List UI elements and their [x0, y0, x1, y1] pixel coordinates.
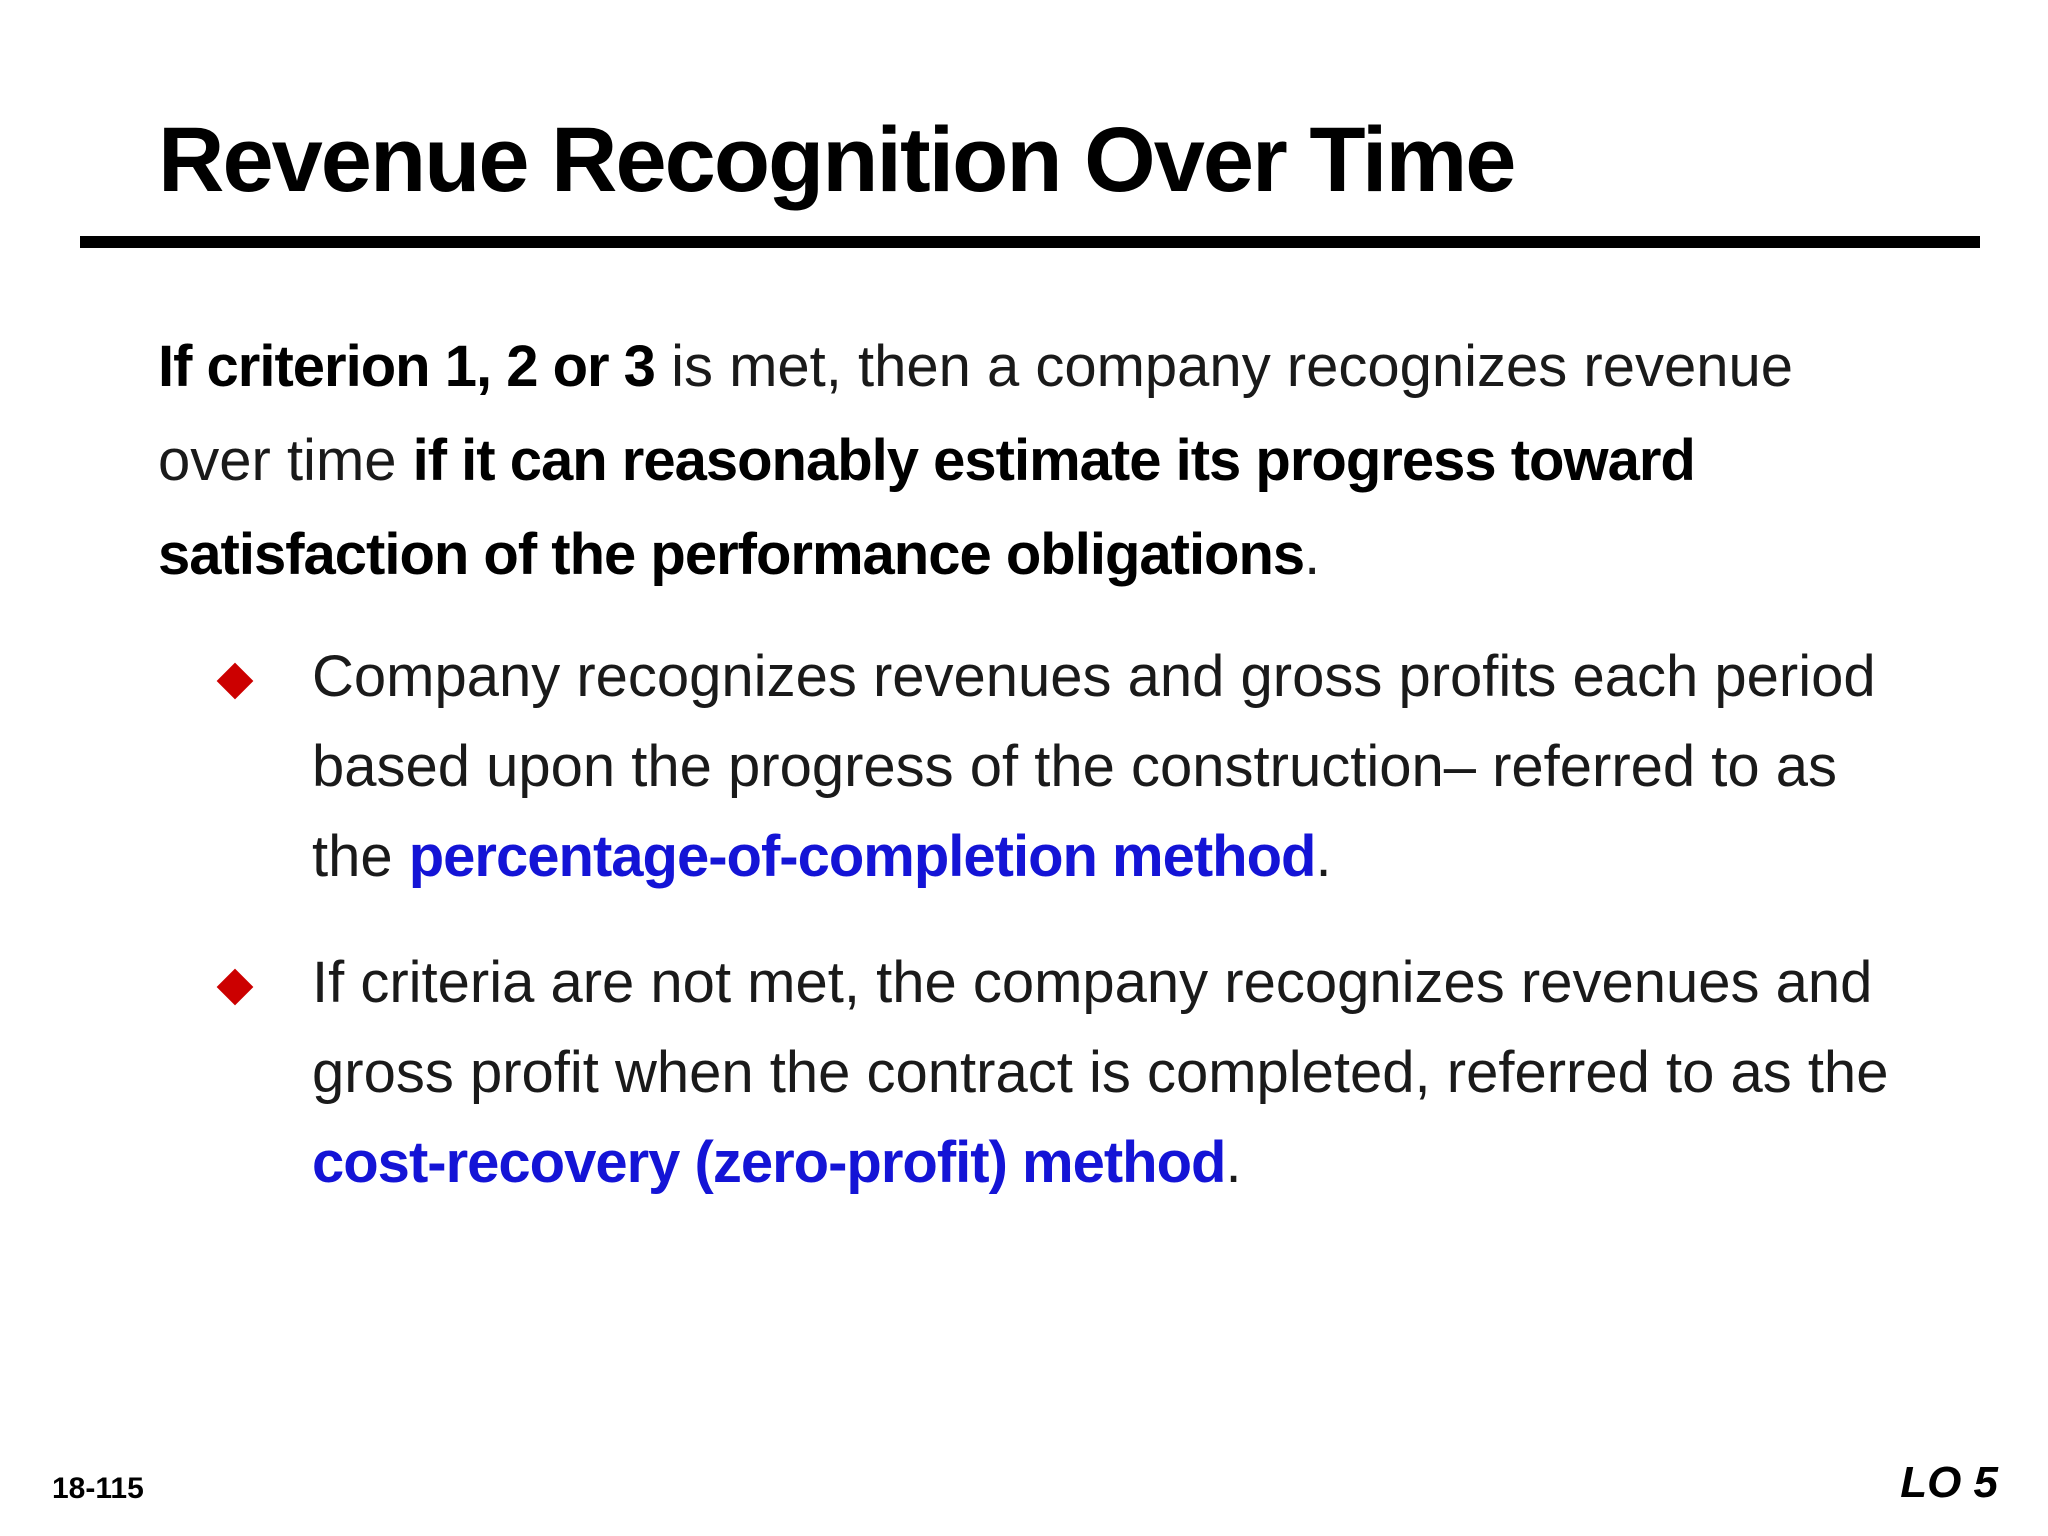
bullet-body: If criteria are not met, the company recognizes revenues and gross profit when the contract is completed, referred to as the	[312, 950, 1889, 1105]
bullet-text	[312, 938, 1892, 1208]
page-number: 18-115	[52, 1472, 144, 1505]
bullet-period: .	[1225, 1130, 1242, 1195]
intro-condition-text: if it can reasonably estimate its progress toward satisfaction of the performance obligations	[158, 428, 1695, 587]
learning-objective-label: LO 5	[1900, 1458, 1998, 1507]
bullet-text	[312, 632, 1892, 902]
intro-criterion-text: If criterion 1, 2 or 3	[158, 334, 655, 399]
intro-period: .	[1304, 522, 1321, 587]
intro-text: is met, then a company recognizes revenue over time	[158, 334, 1794, 493]
slide-title: Revenue Recognition Over Time	[158, 109, 1515, 211]
bullet-body: Company recognizes revenues and gross profits each period based upon the progress of the construction– referred to as the	[312, 644, 1876, 889]
percentage-of-completion-term: percentage-of-completion method	[408, 824, 1316, 889]
cost-recovery-term: cost-recovery (zero-profit) method	[312, 1130, 1226, 1195]
title-divider	[80, 236, 1980, 248]
red-diamond-bullet-icon	[217, 663, 254, 700]
bullet-period: .	[1315, 824, 1332, 889]
intro-paragraph	[158, 320, 1918, 602]
red-diamond-bullet-icon	[217, 969, 254, 1006]
